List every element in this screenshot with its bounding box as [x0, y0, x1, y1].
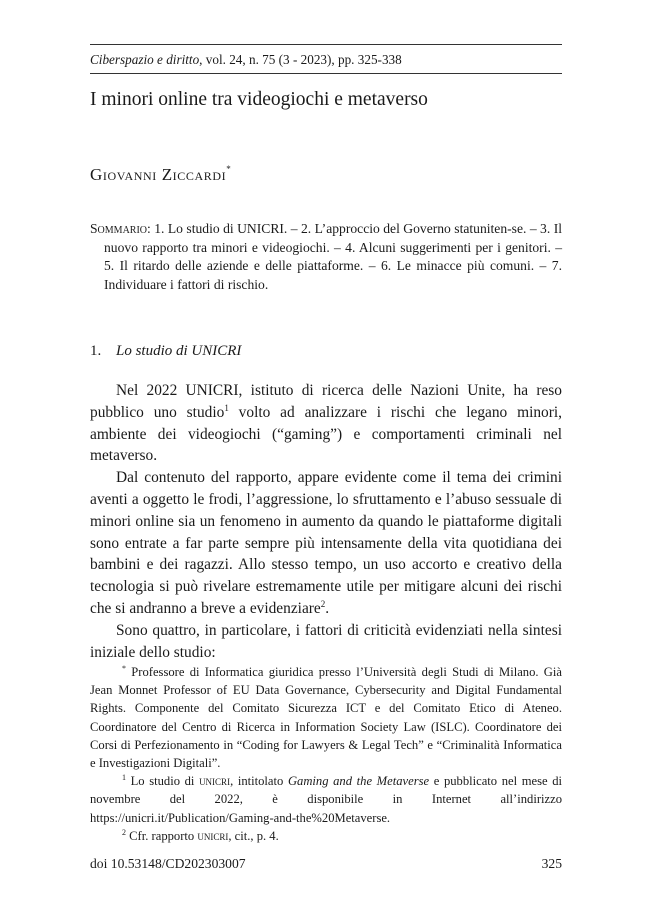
paragraph-2-text-b: .: [325, 599, 330, 617]
footnote-1-text-b: , intitolato: [230, 774, 288, 789]
section-heading: [90, 341, 562, 361]
footnote-2-text-a: Cfr. rapporto: [126, 828, 198, 843]
section-title: Lo studio di UNICRI: [116, 343, 242, 359]
paragraph-1-text-a: Nel 2022 UNICRI, istituto di ricerca delle Nazioni Unite, ha reso pubblico uno studio: [90, 382, 562, 421]
section-number: 1.: [90, 343, 102, 359]
footnote-author-text: Professore di Informatica giuridica presso l’Università degli Studi di Milano. Già Jean Monnet Professor of EU Data Governance, Cybersecurity and Digital Fundamental Rights. Componente del Comitato Sicurezza ICT e del Comitato Etico di Ateneo. Coordinatore del Centro di Ricerca in Information Society Law (ISLC). Coordinatore dei Corsi di Perfezionamento in “Coding for Lawyers & Legal Tech” e “Criminalità Informatica e Investigazioni Digitali”.: [90, 665, 562, 771]
author-footnote-mark[interactable]: *: [226, 164, 231, 174]
summary-label: Sommario:: [90, 221, 151, 236]
footnote-1: [90, 772, 562, 827]
footnote-2-org: unicri: [197, 828, 229, 843]
footnote-author: [90, 663, 562, 772]
footnotes: [90, 663, 562, 845]
footnote-1-org: unicri: [199, 774, 231, 789]
doi[interactable]: doi 10.53148/CD202303007: [90, 856, 246, 871]
header-bottom-rule: [90, 73, 562, 74]
footnote-ref-1[interactable]: 1: [224, 402, 229, 413]
footnote-2-mark: 2: [122, 827, 126, 837]
header-top-rule: [90, 44, 562, 45]
paragraph-1-text-b: volto ad analizzare i rischi che legano minori, ambiente dei videogiochi (“gaming”) e comportamenti criminali nel metaverso.: [90, 403, 562, 465]
footnote-1-text-c: e pubblicato nel mese di novembre del 2022, è disponibile in Internet all’indirizzo https://unicri.it/Publication/Gaming-and-the%20Metaverse.: [90, 774, 563, 825]
body-text: [90, 380, 562, 663]
summary-text: 1. Lo studio di UNICRI. – 2. L’approccio del Governo statuniten-se. – 3. Il nuovo rapporto tra minori e videogiochi. – 4. Alcuni suggerimenti per i genitori. – 5. Il ritardo delle aziende e delle piattaforme. – 6. Le minacce più comuni. – 7. Individuare i fattori di rischio.: [104, 221, 562, 292]
footnote-1-text-a: Lo studio di: [126, 774, 200, 789]
paragraph-3: Sono quattro, in particolare, i fattori di criticità evidenziati nella sintesi iniziale dello studio:: [90, 621, 562, 661]
footnote-author-mark: *: [122, 664, 126, 673]
footnote-2-text-b: , cit., p. 4.: [228, 828, 279, 843]
author-name: [90, 158, 231, 186]
paragraph-1: [90, 380, 562, 467]
journal-citation: [90, 51, 562, 69]
journal-name: Ciberspazio e diritto: [90, 52, 200, 67]
footnote-ref-2[interactable]: 2: [320, 598, 326, 609]
footnote-2: [90, 827, 562, 845]
footnote-1-mark: 1: [122, 773, 126, 783]
page-number: 325: [541, 856, 562, 871]
paragraph-2: [90, 467, 562, 620]
footnote-1-report-title: Gaming and the Metaverse: [287, 774, 430, 789]
journal-details: , vol. 24, n. 75 (3 - 2023), pp. 325-338: [199, 52, 402, 67]
article-title: I minori online tra videogiochi e metaverso: [90, 89, 428, 110]
author-name-text: Giovanni Ziccardi: [90, 165, 227, 184]
table-of-contents-summary: [90, 220, 562, 294]
paragraph-2-text-a: Dal contenuto del rapporto, appare evidente come il tema dei crimini aventi a oggetto le frodi, l’aggressione, lo sfruttamento e l’abuso sessuale di minori online sia un fenomeno in aumento da quando le piattaforme digitali sono entrate a far parte sempre più intensamente della vita quotidiana dei bambini e dei ragazzi. Allo stesso tempo, un uso accorto e creativo della tecnologia si può rivelare estremamente utile per mitigare alcuni dei rischi che si andranno a breve a evidenziare: [90, 469, 562, 617]
